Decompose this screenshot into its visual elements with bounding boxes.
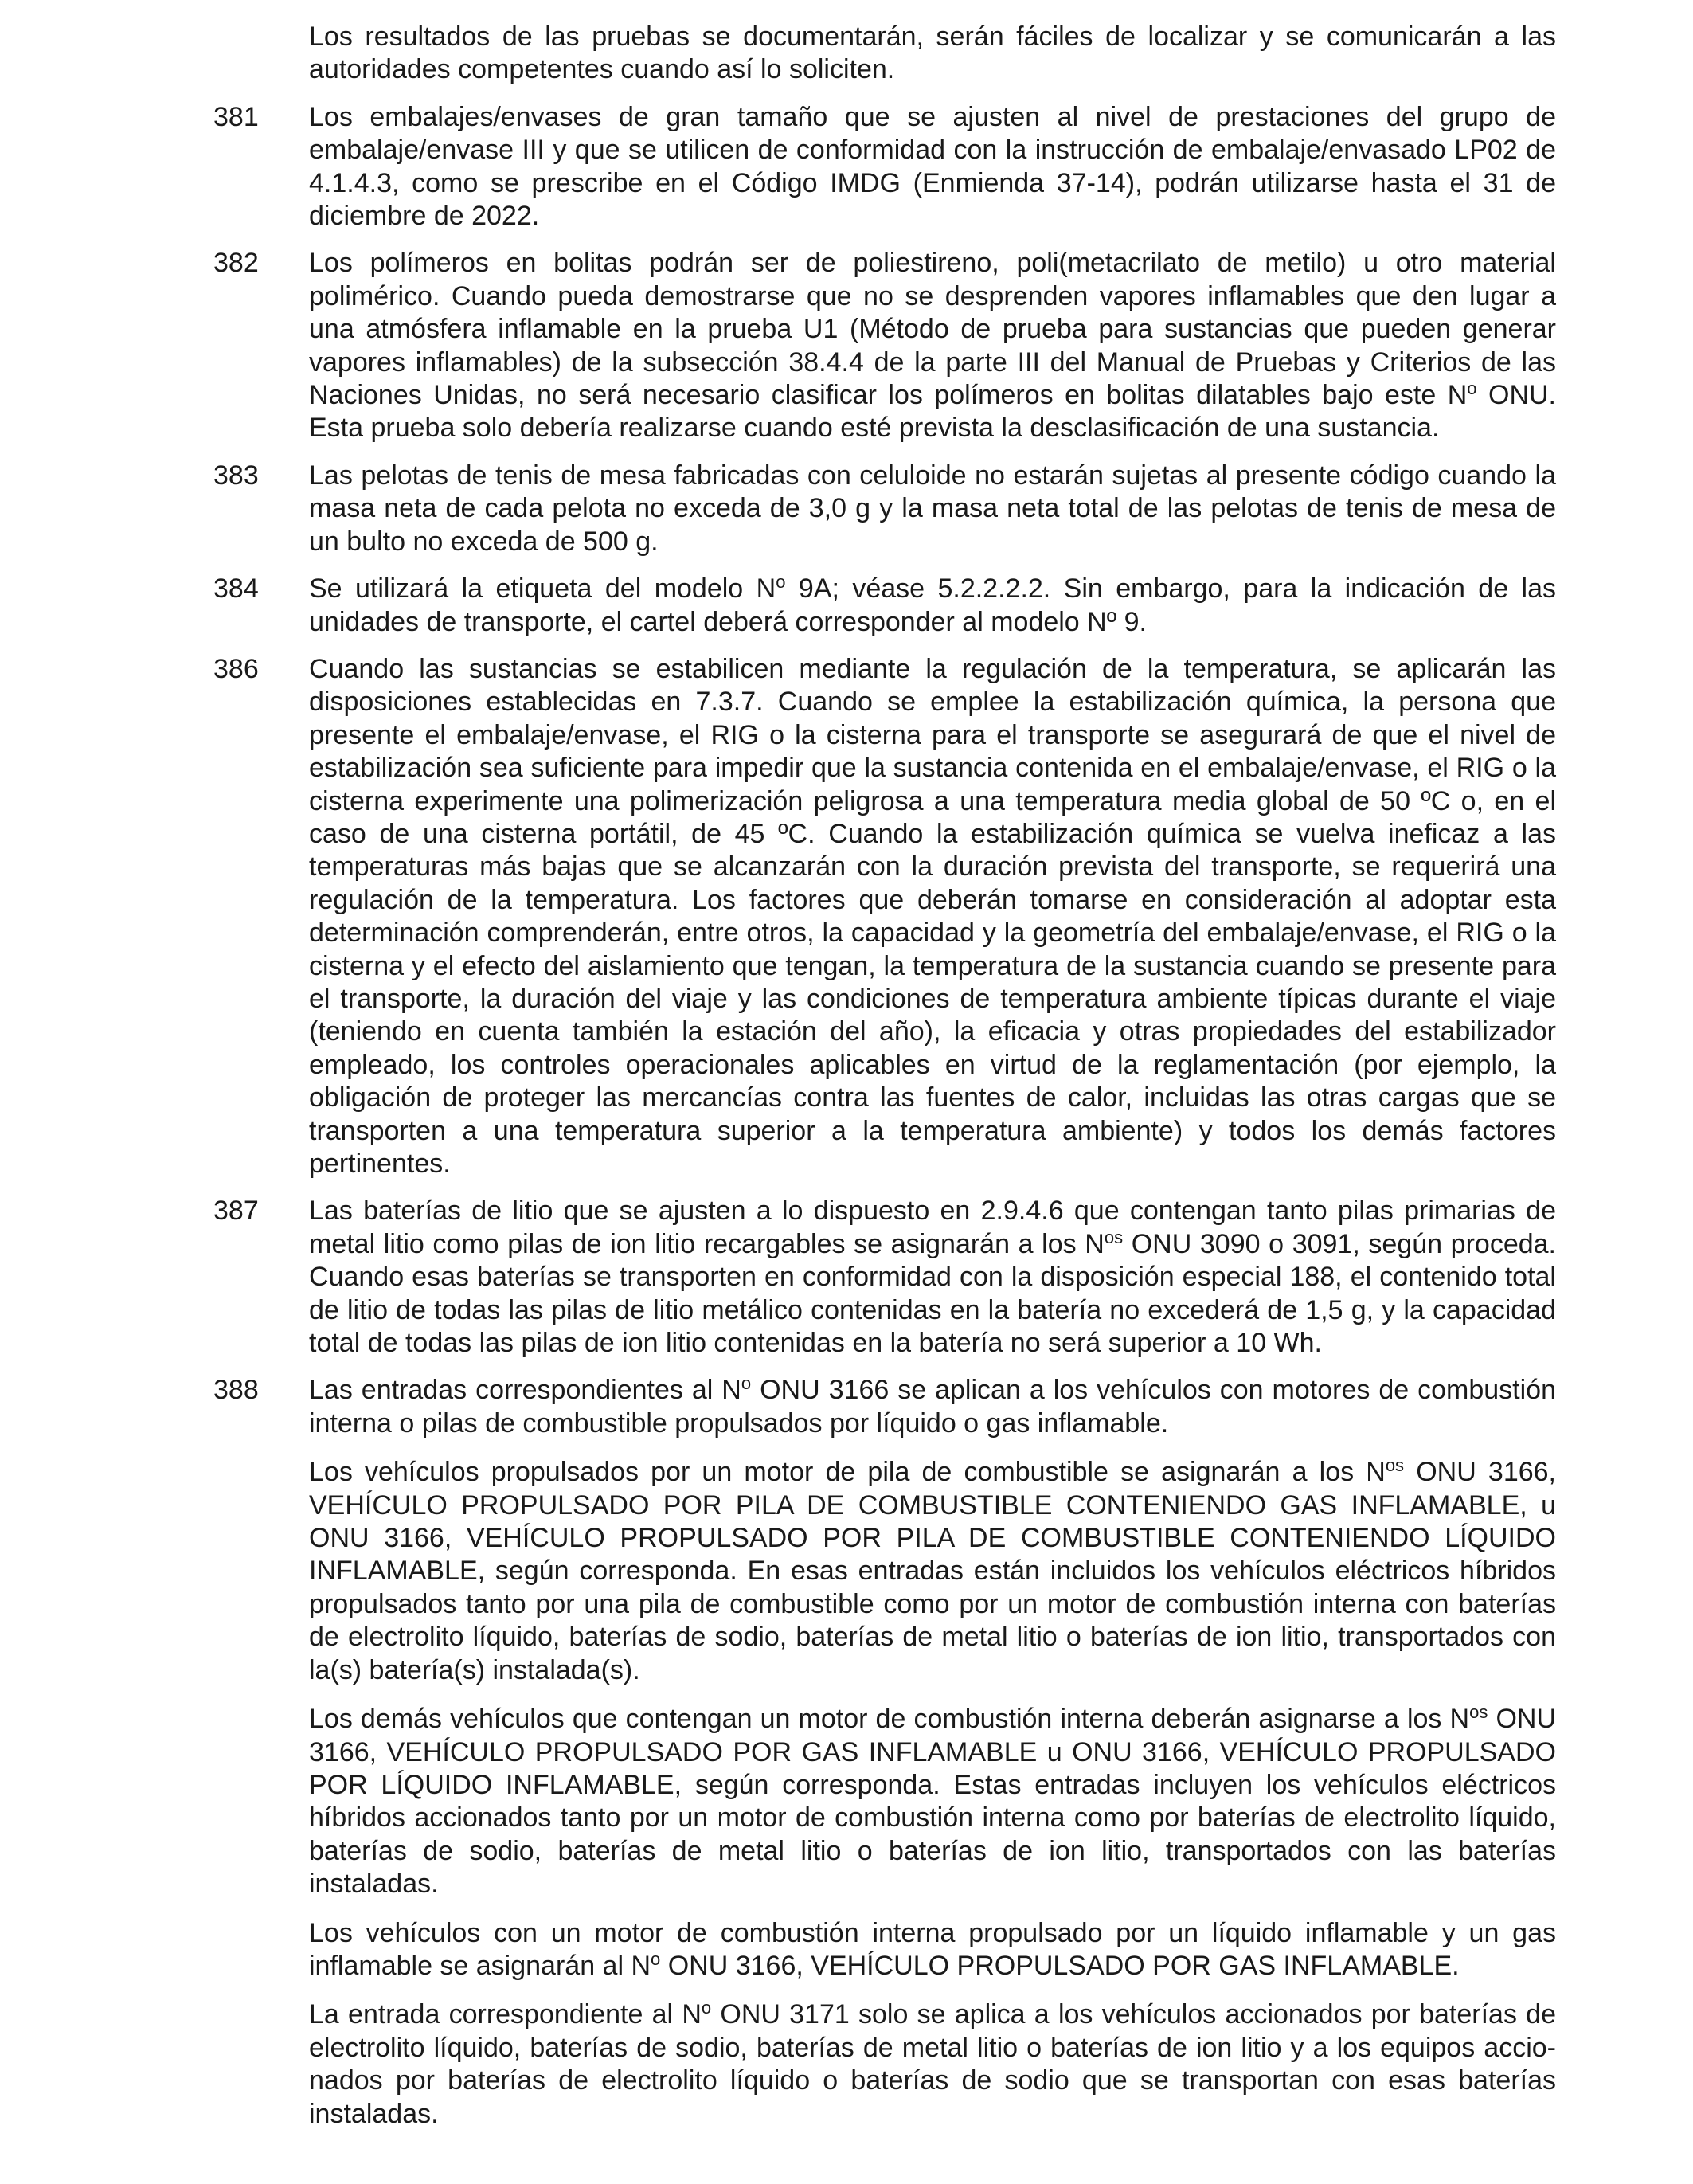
- provision-381: [0, 101, 1693, 233]
- provision-number: 388: [213, 1375, 259, 1406]
- provision-number: 386: [213, 653, 259, 684]
- provision-383: [0, 460, 1693, 558]
- provision-paragraph: Los vehículos propulsados por un motor de pila de combustible se asignarán a los $N^{os}$ ONU 3166, VEHÍCULO PROPULSADO POR PILA DE COMBUSTIBLE CONTENIENDO GAS INFLAMABLE, u ONU 3166, VEHÍCULO PROPULSADO POR PILA DE COMBUSTIBLE CONTENIENDO LÍQUIDO INFLAMABLE, según corresponda. En esas entradas están incluidos los vehículos eléctricos híbridos propulsados tanto por una pila de combustible como por un motor de combustión interna con baterías de electrolito líquido, baterías de sodio, baterías de metal litio o baterías de ion litio, transportados con la(s) batería(s) instalada(s).: [309, 1455, 1556, 1685]
- provision-paragraph: La entrada correspondiente al $N^o$ ONU 3171 solo se aplica a los vehículos accionados por baterías de electrolito líquido, baterías de sodio, baterías de metal litio o baterías de ion litio y a los equipos accionados por baterías de electrolito líquido o baterías de sodio que se transportan con esas baterías instaladas.: [309, 1998, 1556, 2129]
- provision-paragraph: Las entradas correspondientes al $N^o$ ONU 3166 se aplican a los vehículos con motores de combustión interna o pilas de combustible propulsados por líquido o gas inflamable.: [309, 1373, 1556, 1438]
- provision-386: [0, 653, 1693, 1181]
- provision-number: 381: [213, 101, 259, 132]
- provision-number: 387: [213, 1196, 259, 1227]
- provision-paragraph: Los demás vehículos que contengan un motor de combustión interna deberán asignarse a los $N^{os}$ ONU 3166, VEHÍCULO PROPULSADO POR GAS INFLAMABLE u ONU 3166, VEHÍCULO PROPULSADO POR LÍQUIDO INFLAMABLE, según corresponda. Estas entradas incluyen los vehículos eléctricos híbridos accionados tanto por un motor de combustión interna como por baterías de electrolito líquido, baterías de sodio, baterías de metal litio o baterías de ion litio, transportados con las baterías instaladas.: [309, 1702, 1557, 1900]
- provision-388: [0, 1374, 1693, 2131]
- provision-number: 384: [213, 573, 259, 605]
- provision-paragraph: Cuando las sustancias se estabilicen mediante la regulación de la temperatura, se aplicarán las disposiciones establecidas en 7.3.7. Cuando se emplee la estabilización química, la persona que presente el embalaje/envase, el RIG o la cisterna para el transporte se asegurará de que el nivel de estabilización sea suficiente para impedir que la sustancia contenida en el embalaje/envase, el RIG o la cisterna experimente una polimerización peligrosa a una temperatura media global de 50 ºC o, en el caso de una cisterna portátil, de 45 ºC. Cuando la estabilización química se vuelva ineficaz a las temperaturas más bajas que se alcanzarán con la duración prevista del transporte, se requerirá una regulación de la temperatura. Los factores que deberán tomarse en consideración al adoptar esta determinación comprenderán, entre otros, la capacidad y la geometría del embalaje/envase, el RIG o la cisterna y el efecto del aislamiento que tengan, la temperatura de la sustancia cuando se presente para el transporte, la duración del viaje y las condiciones de temperatura ambiente típicas durante el viaje (teniendo en cuenta también la estación del año), la eficacia y otras propiedades del estabilizador empleado, los controles operacionales aplicables en virtud de la reglamentación (por ejemplo, la obligación de proteger las mercancías contra las fuentes de calor, incluidas las otras cargas que se transporten a una temperatura superior a la temperatura ambiente) y todos los demás factores pertinentes.: [309, 653, 1556, 1179]
- provision-paragraph: Los polímeros en bolitas podrán ser de poliestireno, poli(metacrilato de metilo) u otro material polimérico. Cuando pueda demostrarse que no se desprenden vapores inflamables que den lugar a una atmósfera inflamable en la prueba U1 (Método de prueba para sustancias que pueden generar vapores inflamables) de la subsección 38.4.4 de la parte III del Manual de Pruebas y Criterios de las Naciones Unidas, no será necesario clasificar los polímeros en bolitas dilatables bajo este $N^o$ ONU. Esta prueba solo debería realizarse cuando esté prevista la desclasificación de una sustancia.: [309, 248, 1556, 444]
- provision-paragraph: Las pelotas de tenis de mesa fabricadas con celuloide no estarán sujetas al presente código cuando la masa neta de cada pelota no exceda de 3,0 g y la masa neta total de las pelotas de tenis de mesa de un bulto no exceda de 500 g.: [309, 460, 1556, 557]
- provision-number: 383: [213, 460, 259, 491]
- provision-paragraph: Las baterías de litio que se ajusten a lo dispuesto en 2.9.4.6 que contengan tanto pilas primarias de metal litio como pilas de ion litio recargables se asignarán a los $N^{os}$ ONU 3090 o 3091, según proceda. Cuando esas baterías se transporten en conformidad con la disposición especial 188, el contenido total de litio de todas las pilas de litio metálico contenidas en la batería no excederá de 1,5 g, y la capacidad total de todas las pilas de ion litio contenidas en la batería no será superior a 10 Wh.: [309, 1196, 1556, 1359]
- provision-paragraph: Los vehículos con un motor de combustión interna propulsado por un líquido inflamable y un gas inflamable se asignarán al $N^o$ ONU 3166, VEHÍCULO PROPULSADO POR GAS INFLAMABLE.: [309, 1917, 1556, 1981]
- provision-continuation: [0, 21, 1693, 87]
- provision-paragraph: Los embalajes/envases de gran tamaño que se ajusten al nivel de prestaciones del grupo de embalaje/envase III y que se utilicen de conformidad con la instrucción de embalaje/envasado LP02 de 4.1.4.3, como se prescribe en el Código IMDG (Enmienda 37-14), podrán utilizarse hasta el 31 de diciembre de 2022.: [309, 101, 1556, 232]
- provision-paragraph: Los resultados de las pruebas se documentarán, serán fáciles de localizar y se comunicarán a las autoridades competentes cuando así lo soliciten.: [309, 22, 1556, 85]
- provision-387: [0, 1195, 1693, 1360]
- special-provisions-list: [0, 21, 1693, 2131]
- provision-number: 382: [213, 248, 259, 279]
- provision-paragraph: Se utilizará la etiqueta del modelo $N^o$ 9A; véase 5.2.2.2.2. Sin embargo, para la indicación de las unidades de transporte, el cartel deberá corresponder al modelo Nº 9.: [309, 572, 1556, 637]
- provision-382: [0, 247, 1693, 444]
- provision-384: [0, 573, 1693, 639]
